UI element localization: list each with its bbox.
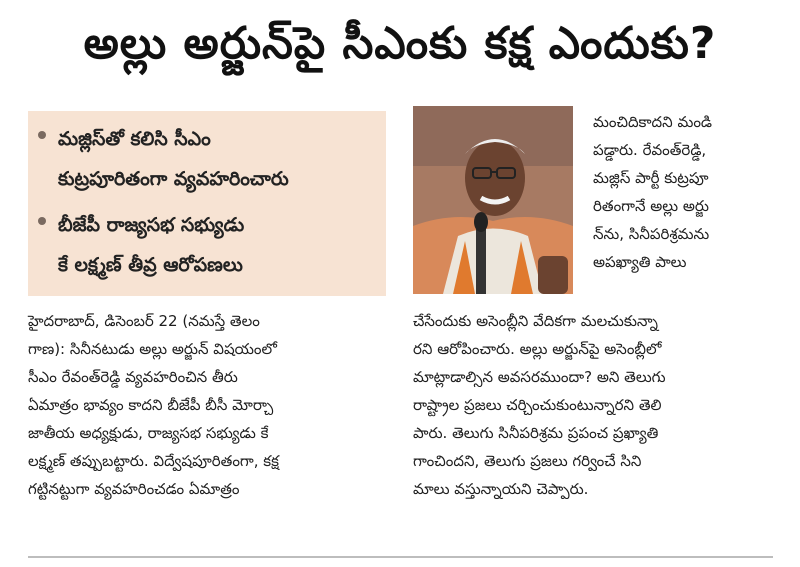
highlight-line: మజ్లిస్‌తో కలిసి సీఎం <box>58 128 211 150</box>
article-line: చేసేందుకు అసెంబ్లీని వేదికగా మలచుకున్నా <box>413 312 658 330</box>
article-line: లక్ష్మణ్ తప్పుబట్టారు. విద్వేషపూరితంగా, కక్ష <box>28 452 279 470</box>
article-line: జాతీయ అధ్యక్షుడు, రాజ్యసభ సభ్యుడు కే <box>28 424 269 442</box>
article-line: పడ్డారు. రేవంత్‌రెడ్డి, <box>593 141 707 159</box>
speaker-portrait-illustration <box>413 106 573 294</box>
article-line: మాట్లాడాల్సిన అవసరముందా? అని తెలుగు <box>413 368 666 386</box>
highlight-line: బీజేపీ రాజ్యసభ సభ్యుడు <box>58 214 245 236</box>
article-column-right <box>413 307 773 503</box>
highlight-line: కుట్రపూరితంగా వ్యవహరించారు <box>58 168 289 190</box>
highlight-text <box>58 205 244 285</box>
article-line: గాంచిందని, తెలుగు ప్రజలు గర్వించే సిని <box>413 452 642 470</box>
article-line: మజ్లిస్ పార్టీ కుట్రపూ <box>593 169 709 187</box>
speaker-photo <box>413 106 573 294</box>
article-line: గట్టినట్టుగా వ్యవహరించడం ఏమాత్రం <box>28 480 240 498</box>
article-line: గాణ): సినీనటుడు అల్లు అర్జున్ విషయంలో <box>28 340 277 358</box>
article-line: అపఖ్యాతి పాలు <box>593 253 687 271</box>
highlight-item <box>38 119 376 199</box>
highlight-line: కే లక్ష్మణ్ తీవ్ర ఆరోపణలు <box>58 254 243 276</box>
highlight-item <box>38 205 376 285</box>
article-line: మంచిదికాదని మండి <box>593 113 713 131</box>
article-line: న్‌ను, సినీపరిశ్రమను <box>593 225 710 243</box>
highlight-text <box>58 119 289 199</box>
article-column-left <box>28 307 398 503</box>
article-line: హైదరాబాద్, డిసెంబర్ 22 (నమస్తే తెలం <box>28 312 260 330</box>
article-line: రితంగానే అల్లు అర్జు <box>593 197 709 215</box>
bullet-icon <box>38 131 46 139</box>
article-line: రని ఆరోపించారు. అల్లు అర్జున్‌పై అసెంబ్లీలో <box>413 340 662 358</box>
bullet-icon <box>38 217 46 225</box>
article-line: రాష్ట్రాల ప్రజలు చర్చించుకుంటున్నారని తెలి <box>413 396 662 414</box>
highlights-box <box>28 111 386 296</box>
headline: అల్లు అర్జున్‌పై సీఎంకు కక్ష ఎందుకు? <box>83 18 717 69</box>
article-column-right-top <box>593 108 773 276</box>
bottom-divider <box>28 556 773 558</box>
article-line: సీఎం రేవంత్‌రెడ్డి వ్యవహరించిన తీరు <box>28 368 238 386</box>
article-line: మాలు వస్తున్నాయని చెప్పారు. <box>413 480 589 498</box>
article-line: ఏమాత్రం భావ్యం కాదని బీజేపీ బీసీ మోర్చా <box>28 396 274 414</box>
article-line: పారు. తెలుగు సినీపరిశ్రమ ప్రపంచ ప్రఖ్యాతి <box>413 424 659 442</box>
